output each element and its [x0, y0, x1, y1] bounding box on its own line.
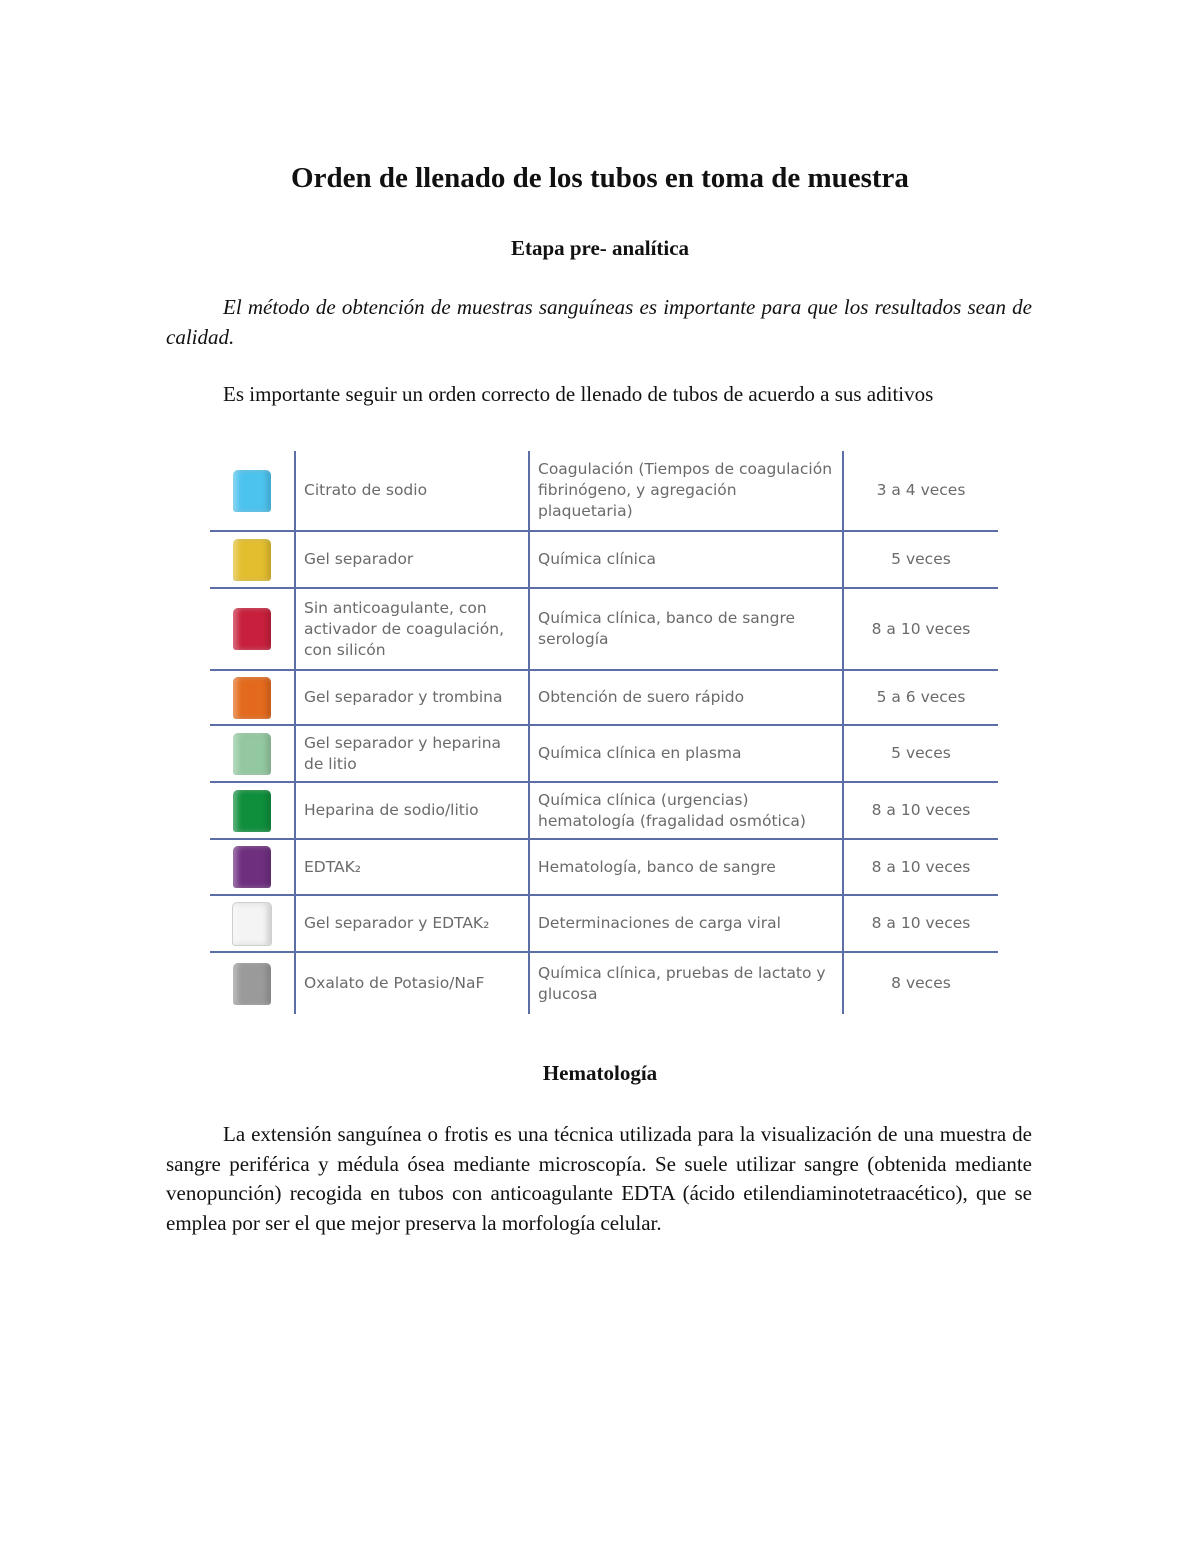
table-row — [210, 782, 998, 839]
additive-cell: Heparina de sodio/litio — [295, 782, 529, 839]
table-row — [210, 670, 998, 725]
tube-cell — [210, 782, 295, 839]
table-row — [210, 725, 998, 782]
inversions-cell: 8 veces — [891, 974, 951, 992]
use-cell: Hematología, banco de sangre — [529, 839, 843, 895]
additive-cell: Oxalato de Potasio/NaF — [295, 952, 529, 1014]
intro-paragraph: Es importante seguir un orden correcto de llenado de tubos de acuerdo a sus aditivos — [223, 382, 934, 406]
additive-cell: Gel separador y trombina — [295, 670, 529, 725]
table-row — [210, 588, 998, 670]
table-row — [210, 839, 998, 895]
hematology-paragraph: La extensión sanguínea o frotis es una técnica utilizada para la visualización de una muestra de sangre periférica y médula ósea mediante microscopía. Se suele utilizar sangre (obtenida mediante venopunción) recogida en tubos con anticoagulante EDTA (ácido etilendiaminotetraacético), que se emplea por ser el que mejor preserva la morfología celular. — [166, 1122, 1032, 1235]
use-cell: Química clínica en plasma — [529, 725, 843, 782]
gray-tube-cap-icon — [233, 963, 271, 1005]
page-title: Orden de llenado de los tubos en toma de muestra — [291, 162, 909, 194]
use-cell: Química clínica, pruebas de lactato y glucosa — [529, 952, 843, 1014]
section-title: Hematología — [542, 1061, 658, 1085]
table-row — [210, 531, 998, 588]
table-row — [210, 895, 998, 952]
white-tube-cap-icon — [232, 902, 272, 946]
use-cell: Química clínica, banco de sangre serología — [529, 588, 843, 670]
tube-order-table — [210, 451, 998, 1014]
use-cell: Química clínica — [529, 531, 843, 588]
tube-cell — [210, 588, 295, 670]
tube-cell — [210, 531, 295, 588]
table-row — [210, 952, 998, 1014]
use-cell: Química clínica (urgencias) hematología (fragalidad osmótica) — [529, 782, 843, 839]
orange-tube-cap-icon — [233, 677, 271, 719]
subtitle: Etapa pre- analítica — [510, 236, 690, 260]
additive-cell: EDTAK₂ — [295, 839, 529, 895]
inversions-cell: 5 veces — [843, 531, 998, 588]
purple-tube-cap-icon — [233, 846, 271, 888]
intro-italic-paragraph: El método de obtención de muestras sanguíneas es importante para que los resultados sean de calidad. — [166, 295, 1032, 349]
inversions-cell: 3 a 4 veces — [843, 451, 998, 531]
green-tube-cap-icon — [233, 790, 271, 832]
tube-cell — [210, 670, 295, 725]
additive-cell: Gel separador — [295, 531, 529, 588]
inversions-cell: 8 a 10 veces — [843, 782, 998, 839]
tube-cell — [210, 451, 295, 531]
tube-cell — [210, 952, 295, 1014]
light-green-tube-cap-icon — [233, 733, 271, 775]
inversions-cell: 8 a 10 veces — [843, 895, 998, 952]
tube-cell — [210, 725, 295, 782]
use-cell: Obtención de suero rápido — [529, 670, 843, 725]
table-row — [210, 451, 998, 531]
additive-cell: Gel separador y EDTAK₂ — [295, 895, 529, 952]
inversions-cell: 8 a 10 veces — [843, 839, 998, 895]
red-tube-cap-icon — [233, 608, 271, 650]
additive-cell: Citrato de sodio — [295, 451, 529, 531]
additive-cell: Sin anticoagulante, con activador de coagulación, con silicón — [295, 588, 529, 670]
use-cell: Coagulación (Tiempos de coagulación fibrinógeno, y agregación plaquetaria) — [529, 451, 843, 531]
use-cell: Determinaciones de carga viral — [529, 895, 843, 952]
inversions-cell: 5 veces — [843, 725, 998, 782]
tube-cell — [210, 839, 295, 895]
tube-cell — [210, 895, 295, 952]
yellow-tube-cap-icon — [233, 539, 271, 581]
inversions-cell: 5 a 6 veces — [843, 670, 998, 725]
additive-cell: Gel separador y heparina de litio — [295, 725, 529, 782]
light-blue-tube-cap-icon — [233, 470, 271, 512]
inversions-cell: 8 a 10 veces — [843, 588, 998, 670]
